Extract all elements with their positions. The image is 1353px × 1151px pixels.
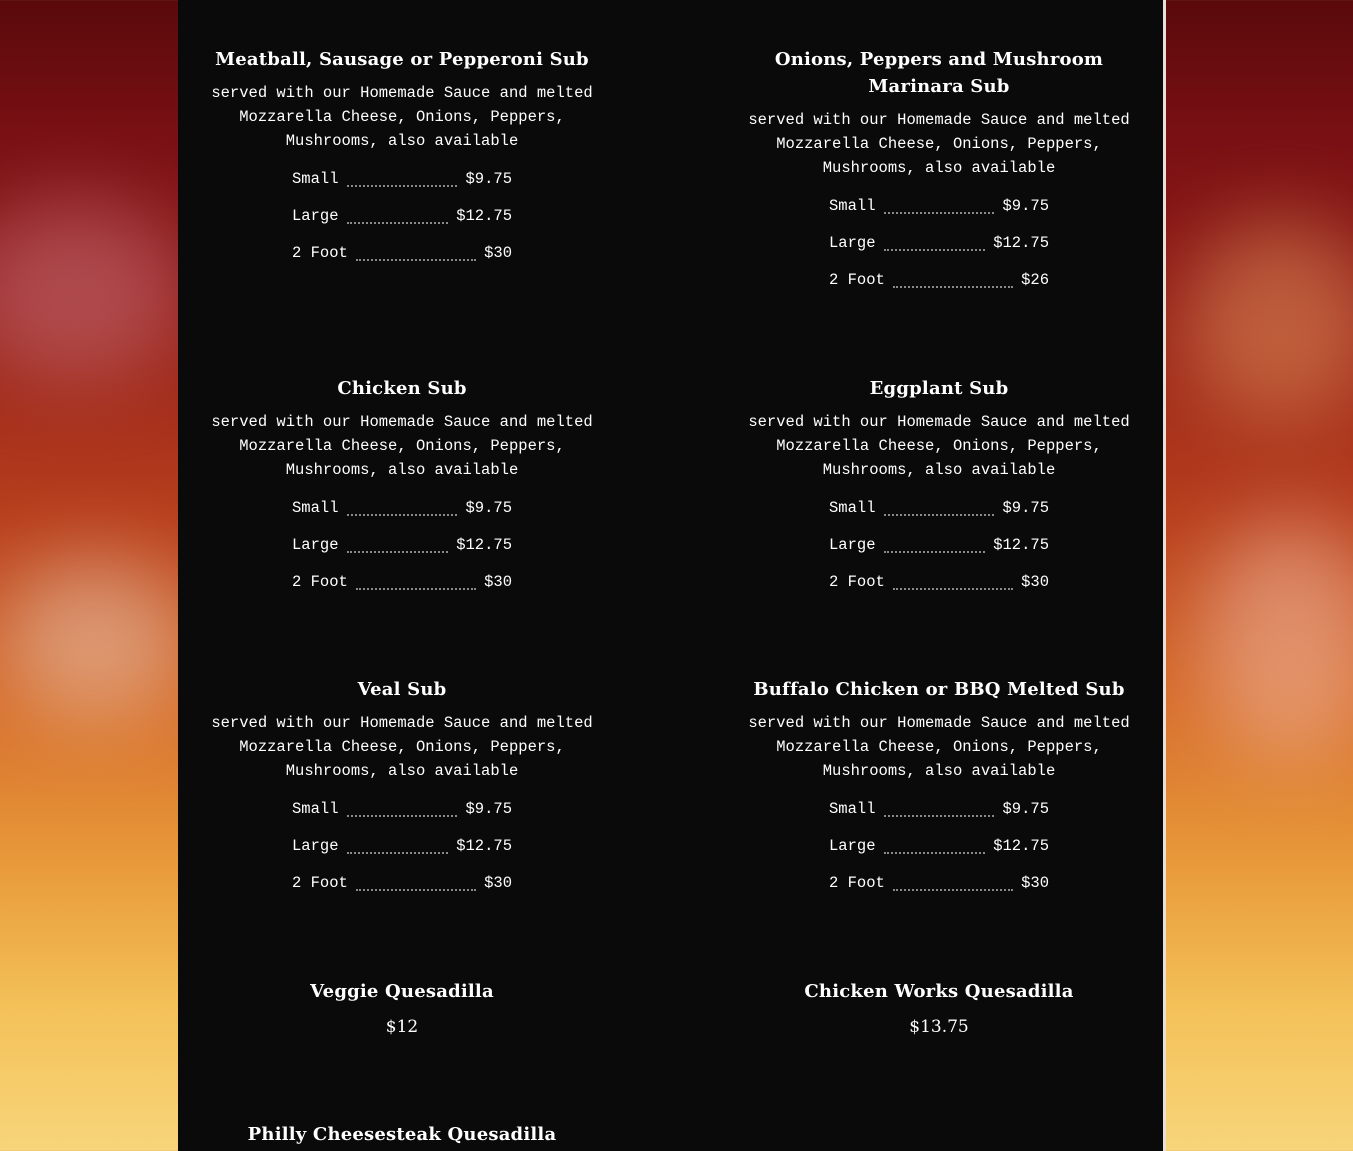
size-label: 2 Foot (829, 573, 885, 591)
price-value: $30 (484, 244, 512, 262)
price-row (829, 573, 1049, 610)
background-blur (0, 200, 190, 380)
price-value: $12.75 (456, 207, 512, 225)
dot-leader (347, 800, 458, 817)
price-value: $9.75 (465, 800, 512, 818)
menu-item (192, 1121, 612, 1148)
price-value: $12.75 (993, 837, 1049, 855)
price-row (292, 499, 512, 536)
price-row (292, 837, 512, 874)
price-value: $12 (385, 1017, 419, 1037)
size-label: 2 Foot (292, 573, 348, 591)
dot-leader (884, 536, 986, 553)
price-row (292, 244, 512, 281)
price-list (729, 499, 1149, 610)
background-blur (0, 560, 190, 720)
dot-leader (893, 874, 1013, 891)
menu-item (729, 46, 1149, 308)
dot-leader (347, 499, 458, 516)
dot-leader (893, 271, 1013, 288)
price-row (292, 573, 512, 610)
menu-panel (178, 0, 1166, 1151)
size-label: Large (292, 207, 339, 225)
price-row (292, 800, 512, 837)
menu-item-title: Chicken Works Quesadilla (804, 981, 1074, 1002)
menu-item-title: Philly Cheesesteak Quesadilla (247, 1124, 557, 1145)
size-label: Large (829, 536, 876, 554)
price-value: $9.75 (465, 499, 512, 517)
menu-item-title: Chicken Sub (337, 378, 467, 399)
price-list (192, 499, 612, 610)
price-value: $12.75 (456, 837, 512, 855)
price-list (192, 800, 612, 911)
dot-leader (347, 837, 449, 854)
price-value: $30 (484, 573, 512, 591)
dot-leader (356, 244, 476, 261)
dot-leader (893, 573, 1013, 590)
menu-item (192, 375, 612, 610)
size-label: Small (829, 499, 876, 517)
price-value: $9.75 (1002, 499, 1049, 517)
menu-item-description: served with our Homemade Sauce and melted Mozzarella Cheese, Onions, Peppers, Mushrooms, also available (211, 714, 593, 780)
menu-item-title: Onions, Peppers and Mushroom Marinara Sub (774, 49, 1104, 97)
dot-leader (356, 874, 476, 891)
size-label: 2 Foot (292, 244, 348, 262)
price-value: $9.75 (1002, 800, 1049, 818)
dot-leader (347, 170, 458, 187)
dot-leader (347, 207, 449, 224)
menu-item-title: Veal Sub (357, 679, 447, 700)
menu-item-description: served with our Homemade Sauce and melted Mozzarella Cheese, Onions, Peppers, Mushrooms, also available (211, 413, 593, 479)
dot-leader (347, 536, 449, 553)
dot-leader (884, 197, 995, 214)
size-label: Small (292, 800, 339, 818)
price-row (829, 499, 1049, 536)
size-label: 2 Foot (829, 271, 885, 289)
size-label: Small (292, 499, 339, 517)
menu-item (729, 676, 1149, 911)
price-list (729, 800, 1149, 911)
menu-item-title: Buffalo Chicken or BBQ Melted Sub (753, 679, 1125, 700)
menu-item-description: served with our Homemade Sauce and melted Mozzarella Cheese, Onions, Peppers, Mushrooms, also available (748, 413, 1130, 479)
size-label: Large (292, 837, 339, 855)
price-row (292, 874, 512, 911)
price-list (192, 170, 612, 281)
dot-leader (884, 837, 986, 854)
price-value: $26 (1021, 271, 1049, 289)
size-label: Large (829, 837, 876, 855)
menu-item-title: Meatball, Sausage or Pepperoni Sub (215, 49, 589, 70)
price-row (292, 536, 512, 573)
menu-item-title: Eggplant Sub (869, 378, 1009, 399)
price-value: $30 (1021, 874, 1049, 892)
menu-item-description: served with our Homemade Sauce and melted Mozzarella Cheese, Onions, Peppers, Mushrooms, also available (211, 84, 593, 150)
price-list (729, 197, 1149, 308)
price-value: $30 (484, 874, 512, 892)
price-row (829, 874, 1049, 911)
price-row (829, 271, 1049, 308)
price-value: $12.75 (993, 536, 1049, 554)
size-label: Small (829, 800, 876, 818)
dot-leader (884, 499, 995, 516)
price-row (829, 197, 1049, 234)
background-blur (1200, 520, 1353, 760)
menu-item (729, 978, 1149, 1037)
price-row (829, 800, 1049, 837)
price-value: $13.75 (909, 1017, 969, 1037)
menu-item-title: Veggie Quesadilla (310, 981, 494, 1002)
price-row (829, 837, 1049, 874)
size-label: Large (829, 234, 876, 252)
menu-item (192, 978, 612, 1037)
size-label: Small (292, 170, 339, 188)
size-label: 2 Foot (829, 874, 885, 892)
price-row (829, 536, 1049, 573)
size-label: Small (829, 197, 876, 215)
dot-leader (884, 800, 995, 817)
price-row (829, 234, 1049, 271)
menu-item (729, 375, 1149, 610)
price-value: $30 (1021, 573, 1049, 591)
size-label: Large (292, 536, 339, 554)
price-value: $12.75 (456, 536, 512, 554)
dot-leader (356, 573, 476, 590)
dot-leader (884, 234, 986, 251)
menu-item (192, 46, 612, 281)
size-label: 2 Foot (292, 874, 348, 892)
price-value: $9.75 (465, 170, 512, 188)
menu-item-description: served with our Homemade Sauce and melted Mozzarella Cheese, Onions, Peppers, Mushrooms, also available (748, 111, 1130, 177)
menu-item (192, 676, 612, 911)
background-blur (1180, 220, 1353, 420)
price-row (292, 170, 512, 207)
price-value: $12.75 (993, 234, 1049, 252)
price-value: $9.75 (1002, 197, 1049, 215)
price-row (292, 207, 512, 244)
menu-item-description: served with our Homemade Sauce and melted Mozzarella Cheese, Onions, Peppers, Mushrooms, also available (748, 714, 1130, 780)
